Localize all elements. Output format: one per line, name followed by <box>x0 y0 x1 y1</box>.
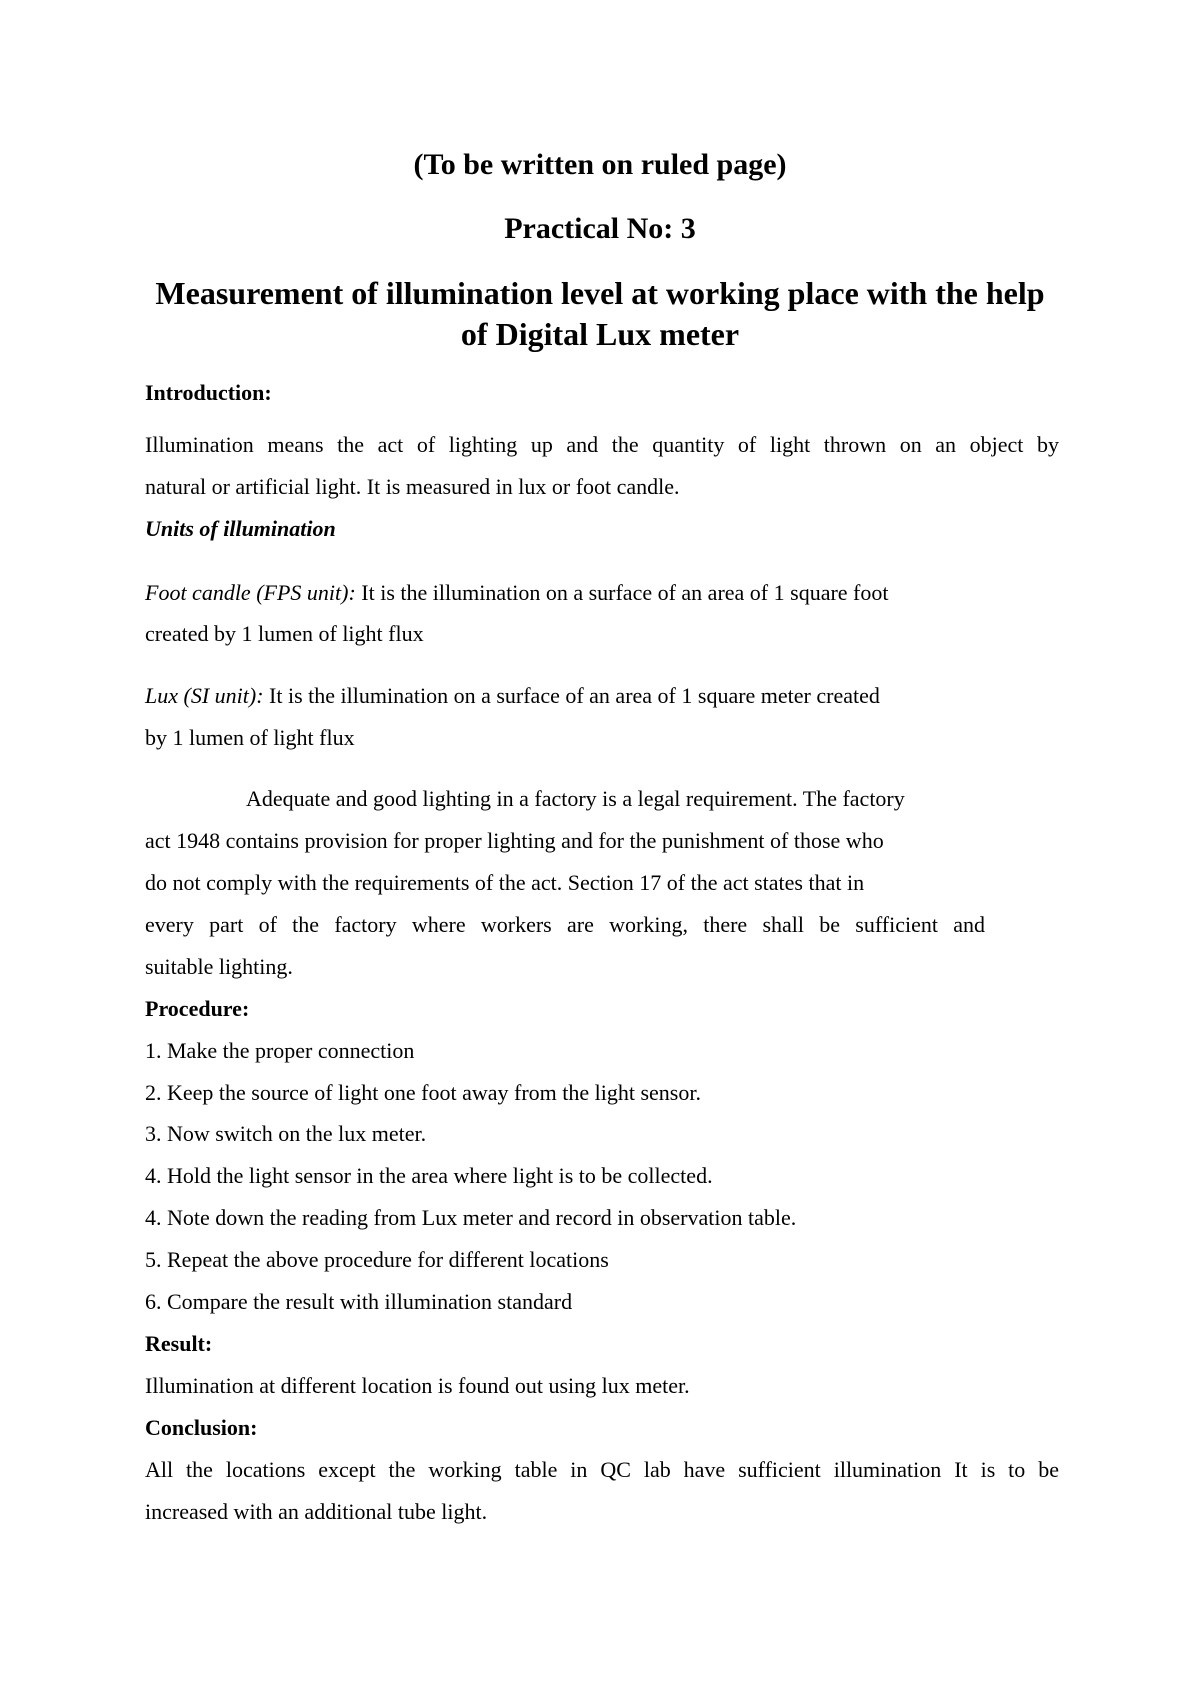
conclusion-heading: Conclusion: <box>145 1415 258 1440</box>
lux-definition-line-1 <box>145 683 880 709</box>
introduction-heading: Introduction: <box>145 380 272 405</box>
procedure-step: 1. Make the proper connection <box>145 1038 415 1063</box>
conclusion-line-2: increased with an additional tube light. <box>145 1499 488 1524</box>
foot-candle-definition-line-1 <box>145 580 889 606</box>
procedure-step: 5. Repeat the above procedure for different locations <box>145 1247 609 1272</box>
introduction-line-2: natural or artificial light. It is measured in lux or foot candle. <box>145 474 680 499</box>
procedure-step: 2. Keep the source of light one foot away from the light sensor. <box>145 1080 701 1105</box>
procedure-step: 3. Now switch on the lux meter. <box>145 1121 427 1146</box>
procedure-step: 4. Hold the light sensor in the area where light is to be collected. <box>145 1163 713 1188</box>
ruled-page-note: (To be written on ruled page) <box>413 148 787 181</box>
document-title-line-1: Measurement of illumination level at working place with the help <box>155 275 1045 311</box>
lighting-paragraph-line-4: every part of the factory where workers are working, there shall be sufficient and <box>145 912 985 937</box>
units-heading: Units of illumination <box>145 516 336 541</box>
introduction-line-1: Illumination means the act of lighting up and the quantity of light thrown on an object by <box>145 432 1059 457</box>
procedure-step: 6. Compare the result with illumination standard <box>145 1289 573 1314</box>
practical-number: Practical No: 3 <box>504 212 696 245</box>
lux-definition-line-2: by 1 lumen of light flux <box>145 725 355 750</box>
lighting-paragraph-line-5: suitable lighting. <box>145 954 293 979</box>
document-title-line-2: of Digital Lux meter <box>460 316 740 352</box>
result-text: Illumination at different location is found out using lux meter. <box>145 1373 690 1398</box>
foot-candle-term: Foot candle (FPS unit): <box>145 580 356 605</box>
procedure-step: 4. Note down the reading from Lux meter and record in observation table. <box>145 1205 797 1230</box>
lighting-paragraph-line-1: Adequate and good lighting in a factory is a legal requirement. The factory <box>246 786 905 811</box>
result-heading: Result: <box>145 1331 213 1356</box>
lighting-paragraph-line-3: do not comply with the requirements of the act. Section 17 of the act states that in <box>145 870 865 895</box>
procedure-heading: Procedure: <box>145 996 250 1021</box>
lux-text: It is the illumination on a surface of an area of 1 square meter created <box>263 683 880 708</box>
lux-term: Lux (SI unit): <box>145 683 264 708</box>
lighting-paragraph-line-2: act 1948 contains provision for proper lighting and for the punishment of those who <box>145 828 884 853</box>
foot-candle-text: It is the illumination on a surface of an area of 1 square foot <box>355 580 889 605</box>
foot-candle-definition-line-2: created by 1 lumen of light flux <box>145 621 424 646</box>
conclusion-line-1: All the locations except the working table in QC lab have sufficient illumination It is to be <box>145 1457 1059 1482</box>
